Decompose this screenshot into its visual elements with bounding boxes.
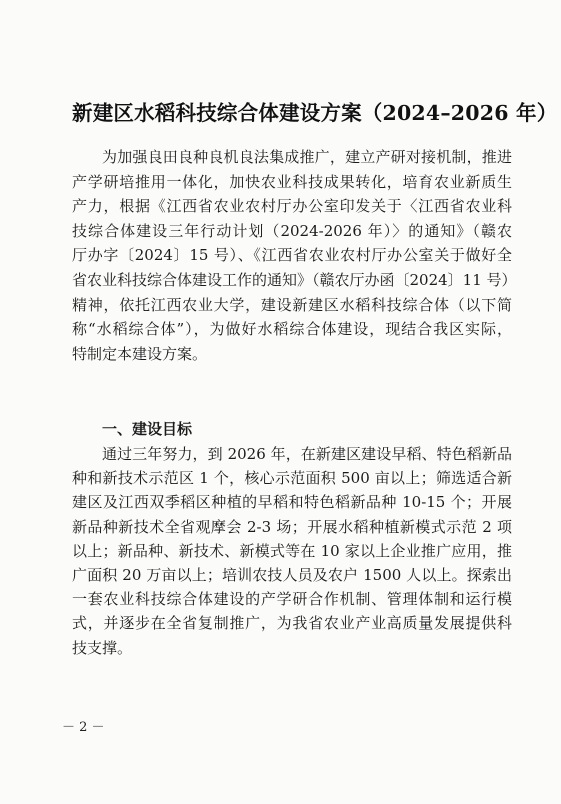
paragraph-line: 产力，根据《江西省农业农村厅办公室印发关于〈江西省农业科 bbox=[72, 197, 512, 216]
paragraph-line: 建区及江西双季稻区种植的早稻和特色稻新品种 10-15 个；开展 bbox=[72, 493, 512, 512]
paragraph-line: 新品种新技术全省观摩会 2-3 场；开展水稻种植新模式示范 2 项 bbox=[72, 517, 512, 536]
paragraph-line: 技支撑。 bbox=[72, 638, 133, 657]
section-heading: 一、建设目标 bbox=[102, 420, 193, 438]
paragraph-line: 广面积 20 万亩以上；培训农技人员及农户 1500 人以上。探索出 bbox=[72, 565, 512, 584]
paragraph-line: 技综合体建设三年行动计划（2024-2026 年）〉的通知》（赣农 bbox=[72, 221, 512, 240]
goals-paragraph bbox=[72, 447, 512, 665]
paragraph-line: 精神，依托江西农业大学，建设新建区水稻科技综合体（以下简 bbox=[72, 295, 512, 314]
page-number: － 2 － bbox=[62, 720, 105, 735]
paragraph-line: 通过三年努力，到 2026 年，在新建区建设早稻、特色稻新品 bbox=[102, 445, 512, 463]
paragraph-line: 特制定本建设方案。 bbox=[72, 344, 208, 363]
document-title: 新建区水稻科技综合体建设方案（2024–2026 年） bbox=[72, 101, 558, 125]
paragraph-line: 式，并逐步在全省复制推广，为我省农业产业高质量发展提供科 bbox=[72, 614, 512, 633]
paragraph-line: 产学研培推用一体化，加快农业科技成果转化，培育农业新质生 bbox=[72, 172, 512, 191]
paragraph-line: 种和新技术示范区 1 个，核心示范面积 500 亩以上；筛选适合新 bbox=[72, 469, 512, 488]
paragraph-line: 为加强良田良种良机良法集成推广，建立产研对接机制，推进 bbox=[102, 148, 512, 166]
paragraph-line: 一套农业科技综合体建设的产学研合作机制、管理体制和运行模 bbox=[72, 590, 512, 609]
intro-paragraph bbox=[72, 148, 517, 371]
paragraph-line: 以上；新品种、新技术、新模式等在 10 家以上企业推广应用，推 bbox=[72, 541, 512, 560]
paragraph-line: 省农业科技综合体建设工作的通知》（赣农厅办函〔2024〕11 号） bbox=[72, 270, 517, 289]
paragraph-line: 厅办字〔2024〕15 号）、《江西省农业农村厅办公室关于做好全 bbox=[72, 246, 512, 265]
paragraph-line: 称“水稻综合体”），为做好水稻综合体建设，现结合我区实际， bbox=[72, 320, 512, 339]
